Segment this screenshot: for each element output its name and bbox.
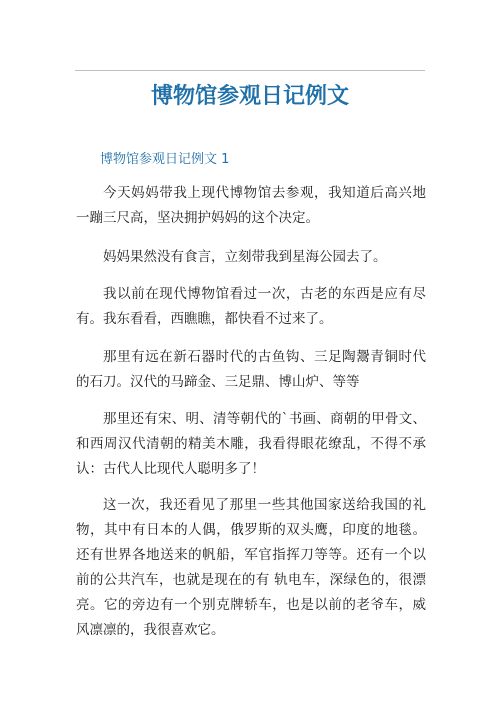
page-title: 博物馆参观日记例文 — [150, 84, 349, 109]
header-rule — [75, 70, 425, 71]
paragraph-1: 今天妈妈带我上现代博物馆去参观，我知道后高兴地一蹦三尺高，坚决拥护妈妈的这个决定。 — [76, 185, 426, 226]
paragraph-6: 这一次，我还看见了那里一些其他国家送给我国的礼物，其中有日本的人偶，俄罗斯的双头鹰，印度的地毯。还有世界各地送来的帆船，军官指挥刀等等。还有一个以前的公共汽车，也就是现在的有 轨电车，深绿色的，很漂亮。它的旁边有一个别克牌轿车，也是以前的老爷车，威风凛凛的，我很喜欢它。 — [76, 497, 426, 638]
section-heading: 博物馆参观日记例文 1 — [100, 152, 230, 167]
paragraph-5: 那里还有宋、明、清等朝代的`书画、商朝的甲骨文、和西周汉代清朝的精美木雕，我看得眼花缭乱，不得不承认：古代人比现代人聪明多了！ — [76, 411, 426, 477]
paragraph-4: 那里有远在新石器时代的古鱼钩、三足陶鬶青铜时代的石刀。汉代的马蹄金、三足鼎、博山炉、等等 — [76, 349, 426, 390]
paragraph-3: 我以前在现代博物馆看过一次，古老的东西是应有尽有。我东看看，西瞧瞧，都快看不过来了。 — [76, 286, 426, 327]
paragraph-2: 妈妈果然没有食言，立刻带我到星海公园去了。 — [103, 249, 387, 265]
